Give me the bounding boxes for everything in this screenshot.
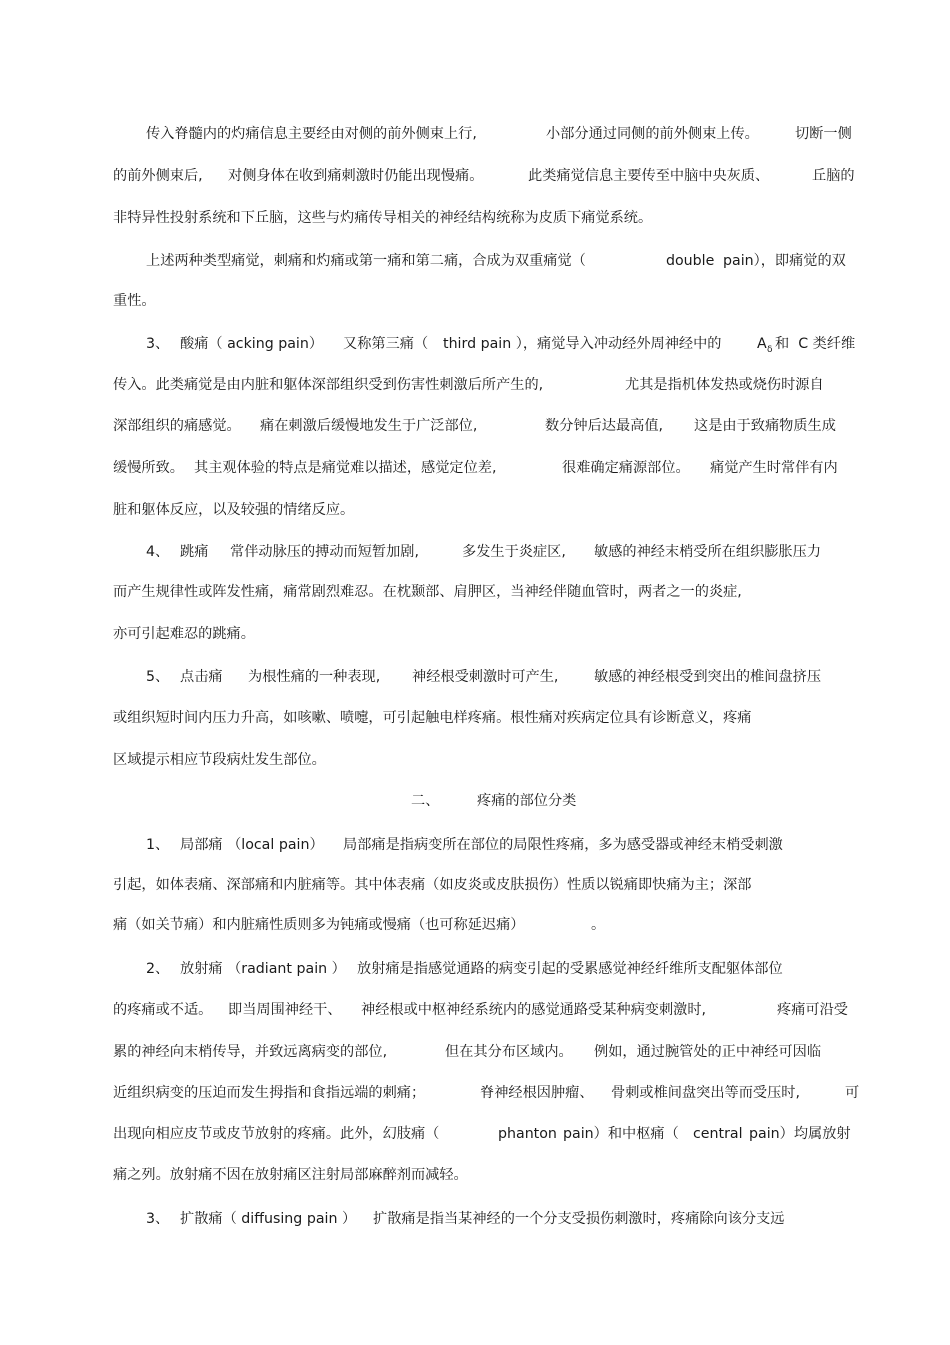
text-run: 但在其分布区域内。	[445, 1044, 573, 1060]
paragraph-line	[0, 289, 950, 313]
item-number: 4、	[146, 544, 170, 560]
text-run: 此类痛觉信息主要传至中脑中央灰质、	[528, 168, 770, 184]
text-run: 丘脑的	[812, 168, 855, 184]
text-run: 传入。此类痛觉是由内脏和躯体深部组织受到伤害性刺激后所产生的,	[113, 377, 544, 393]
heading-text: 疼痛的部位分类	[477, 793, 577, 809]
text-run: 痛觉产生时常伴有内	[710, 460, 838, 476]
text-run: 点击痛	[180, 669, 223, 685]
text-run: A	[757, 336, 767, 352]
text-run: 扩散痛是指当某神经的一个分支受损伤刺激时，疼痛除向该分支远	[373, 1211, 785, 1227]
text-run: 放射痛是指感觉通路的病变引起的受累感觉神经纤维所支配躯体部位	[357, 961, 783, 977]
paragraph-line	[0, 1040, 950, 1064]
text-run: 传入脊髓内的灼痛信息主要经由对侧的前外侧束上行,	[146, 126, 477, 142]
paragraph-line	[0, 1122, 950, 1146]
text-run: 痛在刺激后缓慢地发生于广泛部位,	[260, 418, 478, 434]
paragraph-line	[0, 706, 950, 730]
text-run: 的疼痛或不适。	[113, 1002, 213, 1018]
text-run: double	[666, 253, 715, 269]
text-run: 脊神经根因肿瘤、	[480, 1085, 594, 1101]
list-item-5	[0, 665, 950, 689]
text-run: 的前外侧束后,	[113, 168, 203, 184]
text-run: 而产生规律性或阵发性痛，痛常剧烈难忍。在枕颞部、肩胛区，当神经伴随血管时，两者之一的炎症,	[113, 584, 742, 600]
text-run: 其主观体验的特点是痛觉难以描述，感觉定位差,	[194, 460, 497, 476]
text-run: 敏感的神经末梢受所在组织膨胀压力	[594, 544, 822, 560]
text-run: 敏感的神经根受到突出的椎间盘挤压	[594, 669, 822, 685]
text-run: 疼痛可沿受	[777, 1002, 848, 1018]
text-run: 痛（如关节痛）和内脏痛性质则多为钝痛或慢痛（也可称延迟痛）	[113, 917, 525, 933]
text-run: 骨刺或椎间盘突出等而受压时,	[611, 1085, 800, 1101]
paragraph-line	[0, 1081, 950, 1105]
text-run: 可	[845, 1085, 860, 1101]
item-number: 2、	[146, 961, 170, 977]
item-number: 5、	[146, 669, 170, 685]
paragraph-line	[0, 1163, 950, 1187]
list-item-3b	[0, 1207, 950, 1231]
text-run: 神经根或中枢神经系统内的感觉通路受某种病变刺激时,	[361, 1002, 707, 1018]
paragraph-line	[0, 748, 950, 772]
text-run: 为根性痛的一种表现,	[248, 669, 381, 685]
paragraph-line	[0, 206, 950, 230]
heading-number: 二、	[411, 793, 440, 809]
text-run: 酸痛（ acking pain）	[180, 336, 324, 352]
paragraph-line	[0, 249, 950, 273]
paragraph-line	[0, 580, 950, 604]
text-run: 小部分通过同侧的前外侧束上传。	[546, 126, 759, 142]
paragraph-line	[0, 913, 950, 937]
text-run: 累的神经向末梢传导，并致远离病变的部位,	[113, 1044, 388, 1060]
text-run: 例如，通过腕管处的正中神经可因临	[594, 1044, 822, 1060]
text-run: 和 C 类纤维	[775, 336, 856, 352]
text-run: 出现向相应皮节或皮节放射的疼痛。此外，幻肢痛（	[113, 1126, 440, 1142]
text-run: phanton	[498, 1126, 557, 1142]
paragraph-line	[0, 622, 950, 646]
list-item-3	[0, 332, 950, 356]
text-run: 扩散痛（ diffusing pain ）	[180, 1211, 357, 1227]
text-run: 痛之列。放射痛不因在放射痛区注射局部麻醉剂而减轻。	[113, 1167, 468, 1183]
text-run: 又称第三痛（	[343, 336, 429, 352]
text-run: pain），即痛觉的双	[723, 253, 846, 269]
text-run: 很难确定痛源部位。	[562, 460, 690, 476]
text-run: 多发生于炎症区,	[462, 544, 566, 560]
text-run: 常伴动脉压的搏动而短暂加剧,	[230, 544, 419, 560]
text-run: 上述两种类型痛觉，刺痛和灼痛或第一痛和第二痛，合成为双重痛觉（	[146, 253, 586, 269]
text-run: 切断一侧	[795, 126, 852, 142]
text-run: 即当周围神经干、	[228, 1002, 342, 1018]
text-run: 数分钟后达最高值,	[545, 418, 664, 434]
paragraph-line	[0, 998, 950, 1022]
item-number: 1、	[146, 837, 170, 853]
text-run: 局部痛 （local pain）	[180, 837, 324, 853]
text-run: 区域提示相应节段病灶发生部位。	[113, 752, 326, 768]
text-run: 缓慢所致。	[113, 460, 184, 476]
paragraph-line	[0, 873, 950, 897]
paragraph-line	[0, 373, 950, 397]
text-run: 跳痛	[180, 544, 209, 560]
text-run: 。	[591, 917, 606, 933]
paragraph-line	[0, 122, 950, 146]
text-run: 非特异性投射系统和下丘脑，这些与灼痛传导相关的神经结构统称为皮质下痛觉系统。	[113, 210, 653, 226]
text-run: 脏和躯体反应，以及较强的情绪反应。	[113, 502, 355, 518]
text-run: 局部痛是指病变所在部位的局限性疼痛，多为感受器或神经末梢受刺激	[343, 837, 783, 853]
list-item-2	[0, 957, 950, 981]
text-run: pain）均属放射	[749, 1126, 851, 1142]
paragraph-line	[0, 164, 950, 188]
text-run: 引起，如体表痛、深部痛和内脏痛等。其中体表痛（如皮炎或皮肤损伤）性质以锐痛即快痛为主；深部	[113, 877, 752, 893]
list-item-4	[0, 540, 950, 564]
text-run: 近组织病变的压迫而发生拇指和食指远端的刺痛；	[113, 1085, 426, 1101]
item-number: 3、	[146, 1211, 170, 1227]
section-heading	[0, 789, 950, 813]
text-run: 这是由于致痛物质生成	[694, 418, 836, 434]
text-run: 亦可引起难忍的跳痛。	[113, 626, 255, 642]
text-run: third pain ），痛觉导入冲动经外周神经中的	[443, 336, 722, 352]
text-run: 神经根受刺激时可产生,	[412, 669, 559, 685]
item-number: 3、	[146, 336, 170, 352]
text-run: 放射痛 （radiant pain ）	[180, 961, 346, 977]
paragraph-line	[0, 456, 950, 480]
paragraph-line	[0, 498, 950, 522]
text-run: central	[693, 1126, 743, 1142]
subscript: δ	[767, 345, 773, 355]
text-run: 深部组织的痛感觉。	[113, 418, 241, 434]
text-run: 或组织短时间内压力升高，如咳嗽、喷嚏，可引起触电样疼痛。根性痛对疾病定位具有诊断意义，疼痛	[113, 710, 752, 726]
text-run: 对侧身体在收到痛刺激时仍能出现慢痛。	[228, 168, 484, 184]
paragraph-line	[0, 414, 950, 438]
list-item-1	[0, 833, 950, 857]
text-run: 重性。	[113, 293, 156, 309]
text-run: 尤其是指机体发热或烧伤时源自	[625, 377, 824, 393]
text-run: pain）和中枢痛（	[563, 1126, 679, 1142]
